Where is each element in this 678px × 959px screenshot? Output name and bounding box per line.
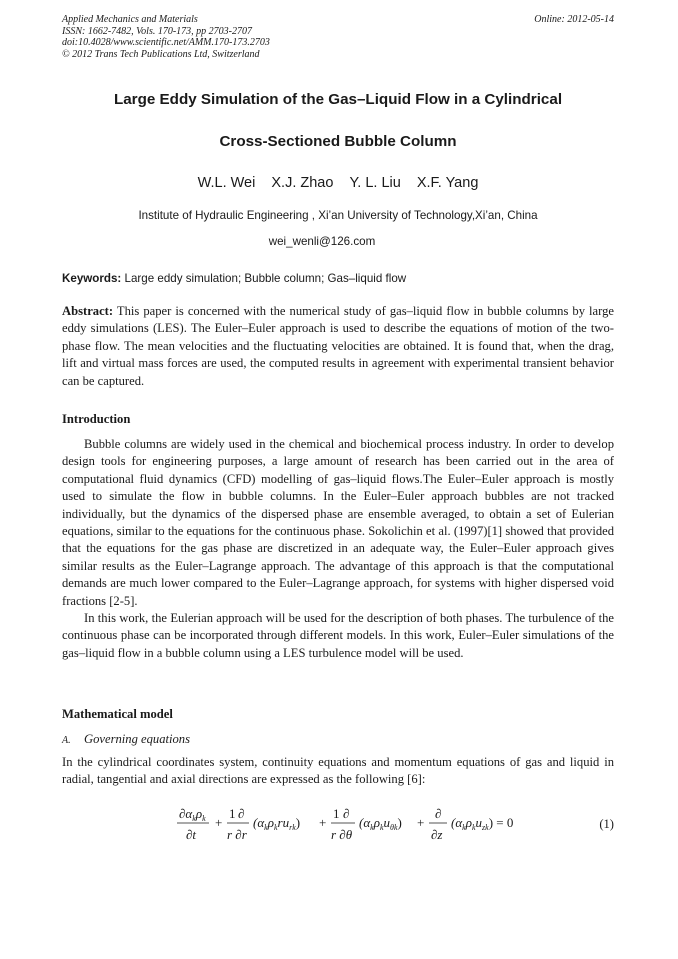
keywords-text: Large eddy simulation; Bubble column; Gas–liquid flow [124,272,407,285]
journal-header [62,14,614,60]
svg-text:r ∂θ: r ∂θ [331,827,353,842]
abstract-text: This paper is concerned with the numerical study of gas–liquid flow in bubble columns by large eddy simulations (LES). The Euler–Euler approach is used to describe the equations of motion of the two-phase flow. The mean velocities and the fluctuating velocities are obtained. It is found that, when the drag, lift and virtual mass forces are used, the computed results in agreement with experimental transient behavior can be captured. [62,304,614,388]
equation-1 [62,804,614,844]
subsection-title: Governing equations [84,732,190,746]
continuity-equation [177,804,517,844]
paper-title-line-1: Large Eddy Simulation of the Gas–Liquid Flow in a Cylindrical [113,91,563,108]
svg-text:(αkρkuzk) = 0: $(\alpha_k\rho_ku_{zk}) = 0$ [451,815,514,832]
svg-text:r ∂r: r ∂r [227,827,247,842]
copyright-line: © 2012 Trans Tech Publications Ltd, Switzerland [62,48,260,60]
svg-text:∂: ∂ [238,806,245,821]
svg-text:∂: ∂ [343,806,350,821]
equation-number: (1) [599,817,614,831]
math-paragraph: In the cylindrical coordinates system, continuity equations and momentum equations of gas and liquid in radial, tangential and axial directions are expressed as the following [6]: [62,755,614,787]
section-heading-math-model: Mathematical model [62,707,173,721]
subsection-heading [62,732,190,747]
svg-text:+: + [417,815,425,830]
svg-text:+: + [215,815,223,830]
author: W.L. Wei [197,175,256,191]
abstract-label: Abstract: [62,304,114,318]
svg-text:∂: ∂ [435,806,442,821]
affiliation: Institute of Hydraulic Engineering , Xi’an University of Technology,Xi’an, China [138,209,538,222]
keywords [62,272,614,285]
abstract [62,303,614,390]
email-text: wei_wenli@126.com [268,235,376,248]
section-heading-introduction: Introduction [62,412,131,426]
doi-line: doi:10.4028/www.scientific.net/AMM.170-173.2703 [62,37,270,48]
online-date: Online: 2012-05-14 [534,14,614,25]
author-list [62,175,614,191]
svg-text:+: + [319,815,327,830]
svg-text:∂αkρk: $\partial\alpha_k\rho_k$ [179,806,206,823]
author: Y. L. Liu [349,175,401,191]
author: X.F. Yang [416,175,479,191]
svg-text:1: 1 [229,806,236,821]
intro-paragraph-2: In this work, the Eulerian approach will be used for the description of both phases. The turbulence of the continuous phase can be incorporated through different models. In this work, Euler–Euler simulations of the gas–liquid flow in a bubble column using a LES turbulence model will be used. [62,611,614,660]
svg-text:∂z: ∂z [431,827,443,842]
svg-text:(αkρkuθk): $(\alpha_k\rho_ku_{\theta k})$ [359,815,402,832]
paper-title-line-2: Cross-Sectioned Bubble Column [219,133,457,150]
subsection-number: A. [62,735,71,746]
issn-line: ISSN: 1662-7482, Vols. 170-173, pp 2703-2707 [62,25,252,37]
author: X.J. Zhao [271,175,334,191]
author-email [62,235,614,248]
svg-text:1: 1 [333,806,340,821]
journal-name: Applied Mechanics and Materials [62,14,198,25]
intro-paragraph-1: Bubble columns are widely used in the chemical and biochemical process industry. In order to develop design tools for engineering purposes, a large amount of research has been carried out in the area of computational fluid dynamics (CFD) modelling of gas–liquid flows.The Euler–Euler approach is mostly used to simulate the flow in bubble columns. In the Euler–Euler approach bubbles are not tracked individually, but the dynamics of the dispersed phase are ensemble averaged, to obtain a set of Eulerian equations, similar to the equations for the continuous phase. Sokolichin et al. (1997)[1] showed that provided that the equations for the gas phase are discretized in an adequate way, the Euler–Euler approach gives similar results as the Euler–Lagrange approach. The advantage of this approach is that the computational demands are much lower compared to the Euler–Lagrange approach, for systems with higher dispersed void fractions [2-5]. [62,437,614,608]
svg-text:(αkρkrurk): $(\alpha_k\rho_kru_{rk})$ [253,815,301,832]
keywords-label: Keywords: [62,272,122,285]
svg-text:∂t: ∂t [186,827,197,842]
